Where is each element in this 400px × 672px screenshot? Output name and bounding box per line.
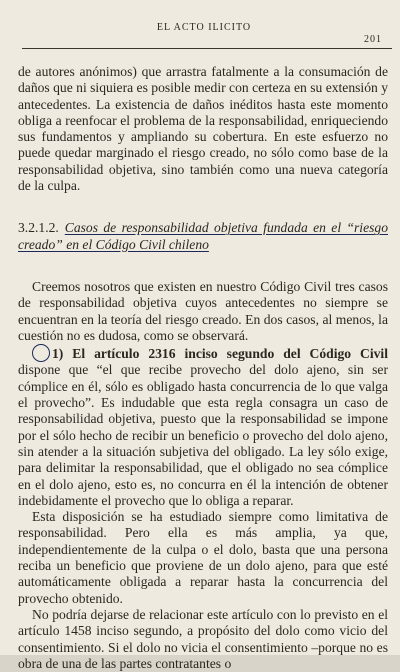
section-heading	[18, 220, 388, 253]
page-number: 201	[364, 34, 382, 45]
article-label: 1) El artículo 2316 inciso segundo del Código Civil	[52, 346, 388, 362]
paragraph-intro: Creemos nosotros que existen en nuestro Código Civil tres casos de responsabilidad objetiva cuyos antecedentes no siempre se encuentran en la teoría del riesgo creado. En dos casos, al menos, la cuestión no es dudosa, como se observará.	[18, 278, 388, 343]
page-body	[18, 64, 388, 672]
running-title: EL ACTO ILICITO	[156, 22, 252, 33]
running-head	[18, 22, 390, 45]
paragraph-continuation: de autores anónimos) que arrastra fatalmente a la consumación de daños que ni siquiera es posible medir con certeza en su extensión y antecedentes. La existencia de daños inéditos hasta este momento obliga a reenfocar el problema de la responsabilidad, enriqueciendo sus fundamentos y ampliando su cobertura. En este esfuerzo no puede quedar marginado el riesgo creado, no sólo como base de la responsabilidad objetiva, sino también como una nueva categoría de la culpa.	[18, 64, 388, 194]
paragraph-article-1458: No podría dejarse de relacionar este artículo con lo previsto en el artículo 1458 inciso segundo, a propósito del dolo como vicio del consentimiento. Si el dolo no vicia el consentimiento –porque no es obra de una de las partes contratantes o	[18, 606, 388, 671]
header-rule	[22, 48, 392, 49]
section-title: Casos de responsabilidad objetiva fundada en el “riesgo creado” en el Código Civil chileno	[18, 220, 388, 252]
section-number: 3.2.1.2.	[18, 220, 59, 236]
handwritten-circle-mark	[32, 344, 50, 362]
paragraph-limitativa: Esta disposición se ha estudiado siempre como limitativa de responsabilidad. Pero ella es más amplia, ya que, independientemente de la culpa o el dolo, basta que una persona reciba un beneficio que proviene de un dolo ajeno, para que esté automáticamente obligada a reparar hasta la concurrencia del provecho obtenido.	[18, 509, 388, 606]
article-text: dispone que “el que recibe provecho del dolo ajeno, sin ser cómplice en él, sólo es obligado hasta concurrencia de lo que valga el provecho”. Es indudable que esta regla consagra un caso de responsabilidad objetiva, puesto que la responsabilidad se impone por el sólo hecho de recibir un beneficio o provecho del dolo ajeno, sin atender a la situación subjetiva del obligado. La ley sólo exige, para delimitar la responsabilidad, que el obligado no sea cómplice en el dolo ajeno, esto es, no concurra en él la intención de obtener indebidamente el provecho que lo obliga a reparar.	[18, 362, 388, 508]
paragraph-article-2316	[18, 344, 388, 509]
